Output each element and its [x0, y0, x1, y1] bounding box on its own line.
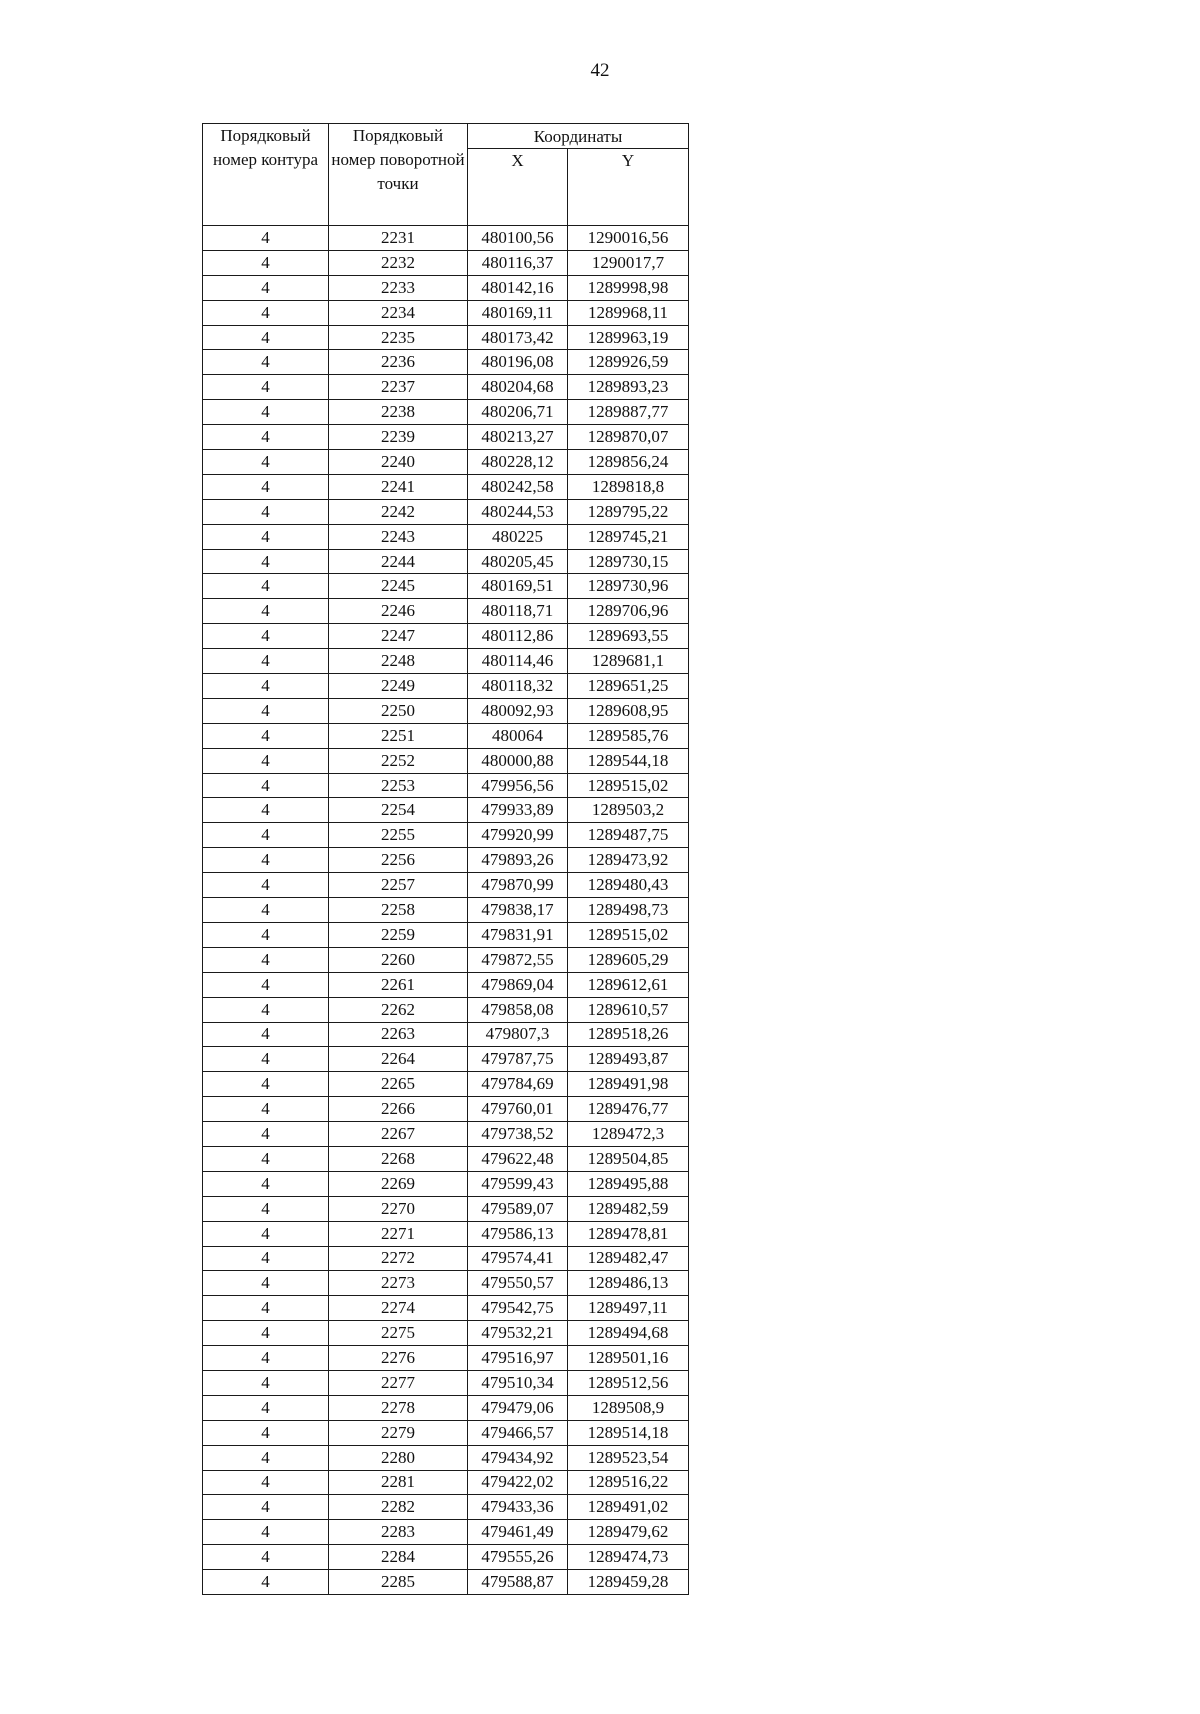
- contour-number-cell: 4: [203, 226, 329, 251]
- x-coordinate-cell: 480092,93: [468, 698, 568, 723]
- point-number-cell: 2271: [329, 1221, 468, 1246]
- table-row: [203, 1470, 689, 1495]
- y-coordinate-cell: 1289498,73: [568, 898, 689, 923]
- contour-number-cell: 4: [203, 1221, 329, 1246]
- point-number-cell: 2239: [329, 425, 468, 450]
- y-coordinate-cell: 1289608,95: [568, 698, 689, 723]
- table-row: [203, 1445, 689, 1470]
- contour-number-cell: 4: [203, 1370, 329, 1395]
- contour-number-cell: 4: [203, 574, 329, 599]
- table-row: [203, 947, 689, 972]
- contour-number-cell: 4: [203, 1246, 329, 1271]
- point-number-cell: 2278: [329, 1395, 468, 1420]
- contour-number-cell: 4: [203, 325, 329, 350]
- point-number-cell: 2274: [329, 1296, 468, 1321]
- point-number-cell: 2267: [329, 1122, 468, 1147]
- contour-number-cell: 4: [203, 723, 329, 748]
- contour-number-cell: 4: [203, 1196, 329, 1221]
- table-row: [203, 1097, 689, 1122]
- x-coordinate-cell: 480118,71: [468, 599, 568, 624]
- contour-number-cell: 4: [203, 375, 329, 400]
- contour-number-cell: 4: [203, 873, 329, 898]
- x-coordinate-cell: 479479,06: [468, 1395, 568, 1420]
- point-number-cell: 2260: [329, 947, 468, 972]
- point-number-cell: 2273: [329, 1271, 468, 1296]
- contour-number-cell: 4: [203, 947, 329, 972]
- contour-number-cell: 4: [203, 1321, 329, 1346]
- contour-number-cell: 4: [203, 1395, 329, 1420]
- x-coordinate-cell: 480173,42: [468, 325, 568, 350]
- point-number-cell: 2276: [329, 1346, 468, 1371]
- x-coordinate-cell: 479461,49: [468, 1520, 568, 1545]
- y-coordinate-cell: 1289482,47: [568, 1246, 689, 1271]
- table-row: [203, 425, 689, 450]
- y-coordinate-cell: 1289473,92: [568, 848, 689, 873]
- contour-number-cell: 4: [203, 1570, 329, 1595]
- point-number-cell: 2268: [329, 1146, 468, 1171]
- y-coordinate-cell: 1289515,02: [568, 773, 689, 798]
- contour-number-cell: 4: [203, 1122, 329, 1147]
- y-coordinate-cell: 1289497,11: [568, 1296, 689, 1321]
- point-number-cell: 2281: [329, 1470, 468, 1495]
- table-row: [203, 1171, 689, 1196]
- y-coordinate-cell: 1290016,56: [568, 226, 689, 251]
- contour-number-cell: 4: [203, 1470, 329, 1495]
- y-coordinate-cell: 1289482,59: [568, 1196, 689, 1221]
- y-coordinate-cell: 1289474,73: [568, 1545, 689, 1570]
- point-number-cell: 2258: [329, 898, 468, 923]
- x-coordinate-cell: 479870,99: [468, 873, 568, 898]
- x-coordinate-cell: 480112,86: [468, 624, 568, 649]
- x-coordinate-cell: 480213,27: [468, 425, 568, 450]
- point-number-cell: 2270: [329, 1196, 468, 1221]
- table-row: [203, 1196, 689, 1221]
- point-number-cell: 2234: [329, 300, 468, 325]
- table-row: [203, 1520, 689, 1545]
- point-number-cell: 2242: [329, 499, 468, 524]
- y-coordinate-cell: 1289493,87: [568, 1047, 689, 1072]
- point-number-cell: 2236: [329, 350, 468, 375]
- y-coordinate-cell: 1289515,02: [568, 922, 689, 947]
- table-row: [203, 1022, 689, 1047]
- table-body: [203, 226, 689, 1595]
- contour-number-cell: 4: [203, 649, 329, 674]
- point-number-cell: 2259: [329, 922, 468, 947]
- point-number-cell: 2235: [329, 325, 468, 350]
- y-coordinate-cell: 1289706,96: [568, 599, 689, 624]
- table-row: [203, 873, 689, 898]
- y-coordinate-cell: 1289585,76: [568, 723, 689, 748]
- table-row: [203, 1370, 689, 1395]
- y-coordinate-cell: 1289518,26: [568, 1022, 689, 1047]
- contour-number-cell: 4: [203, 1047, 329, 1072]
- y-coordinate-cell: 1290017,7: [568, 250, 689, 275]
- table-row: [203, 250, 689, 275]
- table-row: [203, 1321, 689, 1346]
- y-coordinate-cell: 1289887,77: [568, 400, 689, 425]
- header-y: Y: [568, 149, 689, 226]
- table-row: [203, 649, 689, 674]
- x-coordinate-cell: 480244,53: [468, 499, 568, 524]
- contour-number-cell: 4: [203, 674, 329, 699]
- point-number-cell: 2252: [329, 748, 468, 773]
- x-coordinate-cell: 480100,56: [468, 226, 568, 251]
- x-coordinate-cell: 479542,75: [468, 1296, 568, 1321]
- point-number-cell: 2256: [329, 848, 468, 873]
- table-row: [203, 275, 689, 300]
- table-row: [203, 698, 689, 723]
- y-coordinate-cell: 1289544,18: [568, 748, 689, 773]
- table-row: [203, 773, 689, 798]
- x-coordinate-cell: 479807,3: [468, 1022, 568, 1047]
- point-number-cell: 2244: [329, 549, 468, 574]
- contour-number-cell: 4: [203, 773, 329, 798]
- contour-number-cell: 4: [203, 798, 329, 823]
- x-coordinate-cell: 480204,68: [468, 375, 568, 400]
- y-coordinate-cell: 1289651,25: [568, 674, 689, 699]
- y-coordinate-cell: 1289523,54: [568, 1445, 689, 1470]
- x-coordinate-cell: 479516,97: [468, 1346, 568, 1371]
- table-row: [203, 300, 689, 325]
- x-coordinate-cell: 480142,16: [468, 275, 568, 300]
- y-coordinate-cell: 1289926,59: [568, 350, 689, 375]
- point-number-cell: 2238: [329, 400, 468, 425]
- table-row: [203, 1271, 689, 1296]
- y-coordinate-cell: 1289893,23: [568, 375, 689, 400]
- x-coordinate-cell: 479574,41: [468, 1246, 568, 1271]
- table-row: [203, 1495, 689, 1520]
- y-coordinate-cell: 1289745,21: [568, 524, 689, 549]
- x-coordinate-cell: 479760,01: [468, 1097, 568, 1122]
- table-row: [203, 1246, 689, 1271]
- table-row: [203, 1420, 689, 1445]
- table-row: [203, 1346, 689, 1371]
- contour-number-cell: 4: [203, 425, 329, 450]
- table-row: [203, 524, 689, 549]
- y-coordinate-cell: 1289610,57: [568, 997, 689, 1022]
- point-number-cell: 2262: [329, 997, 468, 1022]
- contour-number-cell: 4: [203, 624, 329, 649]
- table-row: [203, 226, 689, 251]
- x-coordinate-cell: 479599,43: [468, 1171, 568, 1196]
- x-coordinate-cell: 479510,34: [468, 1370, 568, 1395]
- y-coordinate-cell: 1289818,8: [568, 474, 689, 499]
- y-coordinate-cell: 1289491,98: [568, 1072, 689, 1097]
- contour-number-cell: 4: [203, 997, 329, 1022]
- contour-number-cell: 4: [203, 898, 329, 923]
- contour-number-cell: 4: [203, 400, 329, 425]
- x-coordinate-cell: 480206,71: [468, 400, 568, 425]
- x-coordinate-cell: 480116,37: [468, 250, 568, 275]
- point-number-cell: 2254: [329, 798, 468, 823]
- header-coordinates: Координаты: [468, 124, 689, 149]
- x-coordinate-cell: 479787,75: [468, 1047, 568, 1072]
- point-number-cell: 2247: [329, 624, 468, 649]
- table-row: [203, 1545, 689, 1570]
- y-coordinate-cell: 1289504,85: [568, 1146, 689, 1171]
- table-row: [203, 1072, 689, 1097]
- point-number-cell: 2241: [329, 474, 468, 499]
- y-coordinate-cell: 1289478,81: [568, 1221, 689, 1246]
- contour-number-cell: 4: [203, 1520, 329, 1545]
- point-number-cell: 2248: [329, 649, 468, 674]
- contour-number-cell: 4: [203, 1495, 329, 1520]
- x-coordinate-cell: 479956,56: [468, 773, 568, 798]
- table-row: [203, 450, 689, 475]
- point-number-cell: 2269: [329, 1171, 468, 1196]
- y-coordinate-cell: 1289459,28: [568, 1570, 689, 1595]
- table-row: [203, 823, 689, 848]
- point-number-cell: 2280: [329, 1445, 468, 1470]
- coordinates-table: [202, 123, 689, 1595]
- point-number-cell: 2240: [329, 450, 468, 475]
- contour-number-cell: 4: [203, 1346, 329, 1371]
- y-coordinate-cell: 1289516,22: [568, 1470, 689, 1495]
- point-number-cell: 2237: [329, 375, 468, 400]
- table-row: [203, 624, 689, 649]
- x-coordinate-cell: 479588,87: [468, 1570, 568, 1595]
- contour-number-cell: 4: [203, 1445, 329, 1470]
- table-row: [203, 922, 689, 947]
- point-number-cell: 2275: [329, 1321, 468, 1346]
- point-number-cell: 2255: [329, 823, 468, 848]
- y-coordinate-cell: 1289491,02: [568, 1495, 689, 1520]
- table-row: [203, 1570, 689, 1595]
- table-row: [203, 674, 689, 699]
- point-number-cell: 2266: [329, 1097, 468, 1122]
- y-coordinate-cell: 1289730,15: [568, 549, 689, 574]
- point-number-cell: 2263: [329, 1022, 468, 1047]
- contour-number-cell: 4: [203, 1545, 329, 1570]
- y-coordinate-cell: 1289605,29: [568, 947, 689, 972]
- contour-number-cell: 4: [203, 1271, 329, 1296]
- table-row: [203, 499, 689, 524]
- table-row: [203, 972, 689, 997]
- table-row: [203, 1221, 689, 1246]
- x-coordinate-cell: 480205,45: [468, 549, 568, 574]
- table-row: [203, 400, 689, 425]
- x-coordinate-cell: 479550,57: [468, 1271, 568, 1296]
- table-row: [203, 599, 689, 624]
- point-number-cell: 2249: [329, 674, 468, 699]
- y-coordinate-cell: 1289495,88: [568, 1171, 689, 1196]
- table-row: [203, 1296, 689, 1321]
- x-coordinate-cell: 480225: [468, 524, 568, 549]
- table-row: [203, 1122, 689, 1147]
- x-coordinate-cell: 479555,26: [468, 1545, 568, 1570]
- y-coordinate-cell: 1289472,3: [568, 1122, 689, 1147]
- contour-number-cell: 4: [203, 1296, 329, 1321]
- point-number-cell: 2250: [329, 698, 468, 723]
- y-coordinate-cell: 1289508,9: [568, 1395, 689, 1420]
- point-number-cell: 2283: [329, 1520, 468, 1545]
- contour-number-cell: 4: [203, 1420, 329, 1445]
- contour-number-cell: 4: [203, 275, 329, 300]
- table-row: [203, 997, 689, 1022]
- page-number: 42: [590, 60, 610, 81]
- table-row: [203, 474, 689, 499]
- contour-number-cell: 4: [203, 1146, 329, 1171]
- point-number-cell: 2282: [329, 1495, 468, 1520]
- y-coordinate-cell: 1289501,16: [568, 1346, 689, 1371]
- contour-number-cell: 4: [203, 848, 329, 873]
- y-coordinate-cell: 1289480,43: [568, 873, 689, 898]
- point-number-cell: 2243: [329, 524, 468, 549]
- table-row: [203, 1395, 689, 1420]
- point-number-cell: 2265: [329, 1072, 468, 1097]
- contour-number-cell: 4: [203, 972, 329, 997]
- y-coordinate-cell: 1289870,07: [568, 425, 689, 450]
- x-coordinate-cell: 479433,36: [468, 1495, 568, 1520]
- point-number-cell: 2253: [329, 773, 468, 798]
- point-number-cell: 2279: [329, 1420, 468, 1445]
- x-coordinate-cell: 480196,08: [468, 350, 568, 375]
- y-coordinate-cell: 1289681,1: [568, 649, 689, 674]
- x-coordinate-cell: 480000,88: [468, 748, 568, 773]
- y-coordinate-cell: 1289693,55: [568, 624, 689, 649]
- x-coordinate-cell: 480169,51: [468, 574, 568, 599]
- table-row: [203, 375, 689, 400]
- y-coordinate-cell: 1289512,56: [568, 1370, 689, 1395]
- table-header: [203, 124, 689, 226]
- x-coordinate-cell: 479622,48: [468, 1146, 568, 1171]
- y-coordinate-cell: 1289968,11: [568, 300, 689, 325]
- x-coordinate-cell: 480228,12: [468, 450, 568, 475]
- x-coordinate-cell: 479532,21: [468, 1321, 568, 1346]
- table-row: [203, 723, 689, 748]
- x-coordinate-cell: 479466,57: [468, 1420, 568, 1445]
- contour-number-cell: 4: [203, 499, 329, 524]
- point-number-cell: 2232: [329, 250, 468, 275]
- header-x: X: [468, 149, 568, 226]
- x-coordinate-cell: 479838,17: [468, 898, 568, 923]
- x-coordinate-cell: 480169,11: [468, 300, 568, 325]
- x-coordinate-cell: 479738,52: [468, 1122, 568, 1147]
- x-coordinate-cell: 480064: [468, 723, 568, 748]
- y-coordinate-cell: 1289479,62: [568, 1520, 689, 1545]
- x-coordinate-cell: 480114,46: [468, 649, 568, 674]
- point-number-cell: 2245: [329, 574, 468, 599]
- x-coordinate-cell: 479872,55: [468, 947, 568, 972]
- table-row: [203, 574, 689, 599]
- contour-number-cell: 4: [203, 922, 329, 947]
- contour-number-cell: 4: [203, 524, 329, 549]
- point-number-cell: 2261: [329, 972, 468, 997]
- x-coordinate-cell: 479858,08: [468, 997, 568, 1022]
- point-number-cell: 2264: [329, 1047, 468, 1072]
- point-number-cell: 2277: [329, 1370, 468, 1395]
- contour-number-cell: 4: [203, 748, 329, 773]
- y-coordinate-cell: 1289998,98: [568, 275, 689, 300]
- contour-number-cell: 4: [203, 823, 329, 848]
- contour-number-cell: 4: [203, 549, 329, 574]
- contour-number-cell: 4: [203, 450, 329, 475]
- y-coordinate-cell: 1289476,77: [568, 1097, 689, 1122]
- x-coordinate-cell: 479869,04: [468, 972, 568, 997]
- y-coordinate-cell: 1289486,13: [568, 1271, 689, 1296]
- x-coordinate-cell: 479893,26: [468, 848, 568, 873]
- contour-number-cell: 4: [203, 1072, 329, 1097]
- table-row: [203, 325, 689, 350]
- contour-number-cell: 4: [203, 1097, 329, 1122]
- contour-number-cell: 4: [203, 250, 329, 275]
- table-row: [203, 748, 689, 773]
- x-coordinate-cell: 479784,69: [468, 1072, 568, 1097]
- y-coordinate-cell: 1289612,61: [568, 972, 689, 997]
- point-number-cell: 2251: [329, 723, 468, 748]
- contour-number-cell: 4: [203, 300, 329, 325]
- point-number-cell: 2257: [329, 873, 468, 898]
- x-coordinate-cell: 479831,91: [468, 922, 568, 947]
- contour-number-cell: 4: [203, 350, 329, 375]
- header-contour-number: Порядковый номер контура: [203, 124, 329, 226]
- point-number-cell: 2285: [329, 1570, 468, 1595]
- x-coordinate-cell: 479933,89: [468, 798, 568, 823]
- contour-number-cell: 4: [203, 698, 329, 723]
- y-coordinate-cell: 1289503,2: [568, 798, 689, 823]
- table-row: [203, 1047, 689, 1072]
- contour-number-cell: 4: [203, 474, 329, 499]
- y-coordinate-cell: 1289514,18: [568, 1420, 689, 1445]
- x-coordinate-cell: 479586,13: [468, 1221, 568, 1246]
- x-coordinate-cell: 479589,07: [468, 1196, 568, 1221]
- x-coordinate-cell: 479422,02: [468, 1470, 568, 1495]
- table-row: [203, 798, 689, 823]
- y-coordinate-cell: 1289494,68: [568, 1321, 689, 1346]
- header-point-number: Порядковый номер поворотной точки: [329, 124, 468, 226]
- table-row: [203, 1146, 689, 1171]
- y-coordinate-cell: 1289795,22: [568, 499, 689, 524]
- x-coordinate-cell: 480118,32: [468, 674, 568, 699]
- y-coordinate-cell: 1289963,19: [568, 325, 689, 350]
- point-number-cell: 2233: [329, 275, 468, 300]
- x-coordinate-cell: 479920,99: [468, 823, 568, 848]
- contour-number-cell: 4: [203, 1171, 329, 1196]
- x-coordinate-cell: 480242,58: [468, 474, 568, 499]
- y-coordinate-cell: 1289856,24: [568, 450, 689, 475]
- y-coordinate-cell: 1289487,75: [568, 823, 689, 848]
- point-number-cell: 2231: [329, 226, 468, 251]
- contour-number-cell: 4: [203, 1022, 329, 1047]
- table-row: [203, 549, 689, 574]
- x-coordinate-cell: 479434,92: [468, 1445, 568, 1470]
- point-number-cell: 2246: [329, 599, 468, 624]
- contour-number-cell: 4: [203, 599, 329, 624]
- table-row: [203, 350, 689, 375]
- point-number-cell: 2284: [329, 1545, 468, 1570]
- point-number-cell: 2272: [329, 1246, 468, 1271]
- table-row: [203, 848, 689, 873]
- y-coordinate-cell: 1289730,96: [568, 574, 689, 599]
- table-row: [203, 898, 689, 923]
